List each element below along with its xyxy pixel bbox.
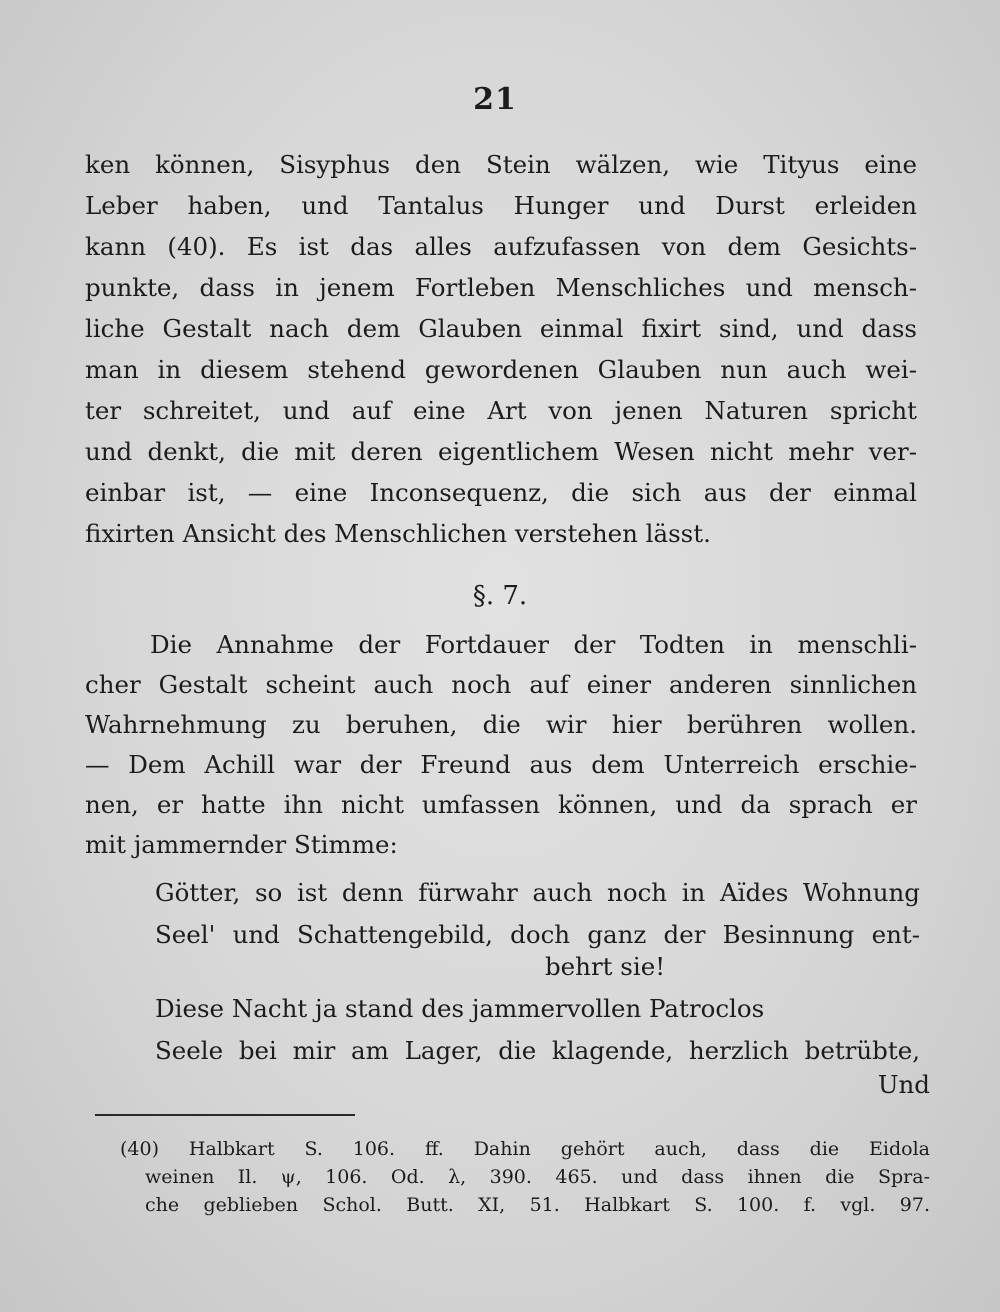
text-line: liche Gestalt nach dem Glauben einmal fixirt sind, und dass xyxy=(85,314,917,343)
catchword: Und xyxy=(877,1070,930,1099)
text-line: ken können, Sisyphus den Stein wälzen, wie Tityus eine xyxy=(85,150,917,179)
text-line: mit jammernder Stimme: xyxy=(85,830,398,859)
footnote-line: che geblieben Schol. Butt. XI, 51. Halbkart S. 100. f. vgl. 97. xyxy=(145,1194,930,1216)
footnote-line: (40) Halbkart S. 106. ff. Dahin gehört auch, dass die Eidola xyxy=(120,1138,930,1160)
text-line: cher Gestalt scheint auch noch auf einer anderen sinnlichen xyxy=(85,670,917,699)
text-line: Leber haben, und Tantalus Hunger und Durst erleiden xyxy=(85,191,917,220)
verse-line: behrt sie! xyxy=(545,952,666,981)
text-line: — Dem Achill war der Freund aus dem Unterreich erschie- xyxy=(85,750,917,779)
text-line: Die Annahme der Fortdauer der Todten in menschli- xyxy=(150,630,917,659)
text-line: man in diesem stehend gewordenen Glauben nun auch wei- xyxy=(85,355,917,384)
text-line: nen, er hatte ihn nicht umfassen können, und da sprach er xyxy=(85,790,917,819)
footnote-rule xyxy=(95,1114,355,1116)
verse-line: Seele bei mir am Lager, die klagende, herzlich betrübte, xyxy=(155,1036,920,1065)
text-line: ter schreitet, und auf eine Art von jenen Naturen spricht xyxy=(85,396,917,425)
text-line: einbar ist, — eine Inconsequenz, die sich aus der einmal xyxy=(85,478,917,507)
text-line: Wahrnehmung zu beruhen, die wir hier berühren wollen. xyxy=(85,710,917,739)
text-line: fixirten Ansicht des Menschlichen verstehen lässt. xyxy=(85,519,711,548)
text-line: kann (40). Es ist das alles aufzufassen von dem Gesichts- xyxy=(85,232,917,261)
verse-line: Seel' und Schattengebild, doch ganz der Besinnung ent- xyxy=(155,920,920,949)
text-line: und denkt, die mit deren eigentlichem Wesen nicht mehr ver- xyxy=(85,437,917,466)
section-heading: §. 7. xyxy=(472,581,528,611)
verse-line: Diese Nacht ja stand des jammervollen Patroclos xyxy=(155,994,765,1023)
page-number: 21 xyxy=(473,82,517,117)
text-line: punkte, dass in jenem Fortleben Menschliches und mensch- xyxy=(85,273,917,302)
verse-line: Götter, so ist denn fürwahr auch noch in Aïdes Wohnung xyxy=(155,878,920,907)
footnote-line: weinen Il. ψ, 106. Od. λ, 390. 465. und dass ihnen die Spra- xyxy=(145,1166,930,1188)
